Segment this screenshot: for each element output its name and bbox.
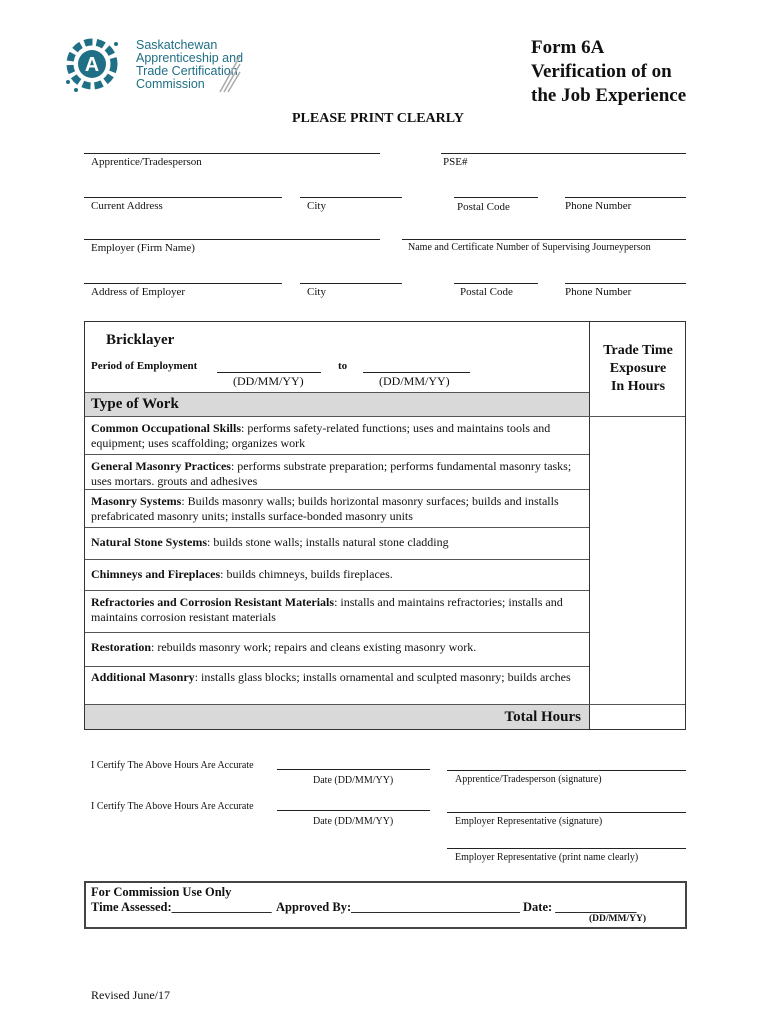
- phone-label-2: Phone Number: [565, 286, 632, 298]
- work-row-desc: : builds chimneys, builds fireplaces.: [220, 567, 393, 581]
- pse-line[interactable]: [441, 153, 686, 154]
- date-label-2: Date (DD/MM/YY): [313, 816, 394, 827]
- work-table: [84, 321, 686, 730]
- commission-logo: [56, 32, 246, 100]
- work-row-desc: : rebuilds masonry work; repairs and cleans existing masonry work.: [151, 640, 477, 654]
- city-label-1: City: [307, 200, 326, 212]
- period-start-line[interactable]: [217, 372, 321, 373]
- supervisor-line[interactable]: [402, 239, 686, 240]
- period-end-line[interactable]: [363, 372, 470, 373]
- employer-line[interactable]: [84, 239, 380, 240]
- type-of-work-label: Type of Work: [91, 396, 179, 412]
- exposure-heading-line-1: Trade Time: [603, 343, 673, 358]
- work-row: [91, 670, 581, 685]
- work-row: [91, 567, 581, 582]
- svg-text:A: A: [84, 54, 100, 76]
- work-row-desc: : installs and maintains refractories; installs and maintains corrosion resistant materials: [91, 595, 563, 624]
- current-address-label: Current Address: [91, 200, 163, 212]
- logo-swoosh-icon: [216, 54, 242, 94]
- logo-line-4: Commission: [136, 77, 205, 91]
- work-row-title: Masonry Systems: [91, 494, 182, 508]
- time-assessed-field[interactable]: Time Assessed:________________: [91, 900, 272, 914]
- postal-line-1[interactable]: [454, 197, 538, 198]
- work-row: [91, 535, 581, 550]
- date-line-1[interactable]: [277, 769, 430, 770]
- city-label-2: City: [307, 286, 326, 298]
- employer-print-name-label: Employer Representative (print name clearly): [455, 852, 639, 863]
- exposure-heading: [590, 342, 686, 396]
- work-row-title: General Masonry Practices: [91, 459, 231, 473]
- work-row-title: Common Occupational Skills: [91, 421, 242, 435]
- postal-label-1: Postal Code: [457, 201, 510, 213]
- phone-line-1[interactable]: [565, 197, 686, 198]
- logo-line-1: Saskatchewan: [136, 38, 218, 52]
- current-address-line[interactable]: [84, 197, 282, 198]
- work-row-title: Additional Masonry: [91, 670, 195, 684]
- postal-line-2[interactable]: [454, 283, 538, 284]
- apprentice-line[interactable]: [84, 153, 380, 154]
- certify-statement-1: I Certify The Above Hours Are Accurate: [91, 760, 254, 771]
- end-date-format: (DD/MM/YY): [379, 374, 450, 388]
- apprentice-label: Apprentice/Tradesperson: [91, 156, 202, 168]
- period-to: to: [338, 360, 348, 372]
- period-label: Period of Employment: [91, 360, 198, 372]
- form-title: [531, 36, 686, 108]
- form-number: Form 6A: [531, 37, 605, 58]
- employer-signature-label: Employer Representative (signature): [455, 816, 603, 827]
- revision-footer: Revised June/17: [91, 988, 170, 1002]
- work-row: [91, 640, 581, 655]
- form-title-line-2: Verification of on: [531, 61, 672, 82]
- employer-address-line[interactable]: [84, 283, 282, 284]
- exposure-heading-line-2: Exposure: [609, 361, 667, 376]
- commission-logo-icon: [56, 32, 136, 100]
- work-row-title: Refractories and Corrosion Resistant Materials: [91, 595, 335, 609]
- work-row: [91, 459, 581, 489]
- supervisor-label: Name and Certificate Number of Supervising Journeyperson: [408, 242, 651, 253]
- city-line-2[interactable]: [300, 283, 402, 284]
- work-row-title: Restoration: [91, 640, 151, 654]
- work-row-title: Natural Stone Systems: [91, 535, 207, 549]
- employer-label: Employer (Firm Name): [91, 242, 195, 254]
- apprentice-signature-line[interactable]: [447, 770, 686, 771]
- trade-name: Bricklayer: [106, 332, 175, 348]
- postal-label-2: Postal Code: [460, 286, 513, 298]
- work-row: [91, 421, 581, 451]
- work-row-desc: : Builds masonry walls; builds horizontal masonry surfaces; builds and installs prefabricated masonry units; installs surface-bonded masonry units: [91, 494, 559, 523]
- employer-signature-line[interactable]: [447, 812, 686, 813]
- city-line-1[interactable]: [300, 197, 402, 198]
- work-row: [91, 595, 581, 625]
- employer-print-name-line[interactable]: [447, 848, 686, 849]
- work-row-desc: : builds stone walls; installs natural stone cladding: [207, 535, 449, 549]
- start-date-format: (DD/MM/YY): [233, 374, 304, 388]
- commission-date-field[interactable]: Date: _____________: [523, 900, 637, 914]
- commission-date-format: (DD/MM/YY): [589, 914, 646, 924]
- exposure-heading-line-3: In Hours: [610, 379, 666, 394]
- commission-use-box: [84, 881, 687, 929]
- apprentice-signature-label: Apprentice/Tradesperson (signature): [455, 774, 602, 785]
- print-clearly-instruction: PLEASE PRINT CLEARLY: [292, 111, 464, 126]
- logo-line-2: Apprenticeship and: [136, 51, 244, 65]
- work-row-title: Chimneys and Fireplaces: [91, 567, 221, 581]
- commission-heading: For Commission Use Only: [91, 885, 232, 899]
- phone-line-2[interactable]: [565, 283, 686, 284]
- phone-label-1: Phone Number: [565, 200, 632, 212]
- certify-statement-2: I Certify The Above Hours Are Accurate: [91, 801, 254, 812]
- total-hours-label: Total Hours: [504, 709, 581, 725]
- date-label-1: Date (DD/MM/YY): [313, 775, 394, 786]
- approved-by-field[interactable]: Approved By:___________________________: [276, 900, 520, 914]
- pse-label: PSE#: [443, 156, 468, 168]
- work-row-desc: : performs safety-related functions; uses and maintains tools and equipment; uses scaffolding; organizes work: [91, 421, 551, 450]
- employer-address-label: Address of Employer: [91, 286, 186, 298]
- form-title-line-3: the Job Experience: [531, 85, 687, 106]
- date-line-2[interactable]: [277, 810, 430, 811]
- work-row: [91, 494, 581, 524]
- work-row-desc: : installs glass blocks; installs ornamental and sculpted masonry; builds arches: [194, 670, 571, 684]
- work-row-desc: : performs substrate preparation; performs fundamental masonry tasks; uses mortars. grouts and adhesives: [91, 459, 572, 488]
- logo-line-3: Trade Certification: [136, 64, 238, 78]
